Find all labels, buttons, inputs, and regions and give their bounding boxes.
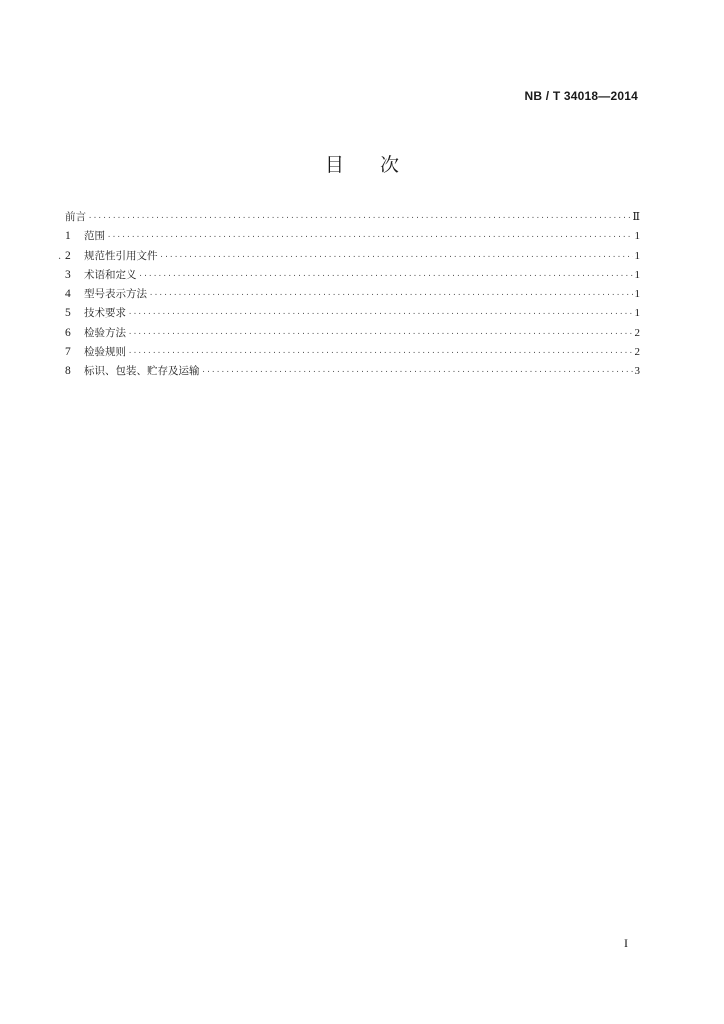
toc-entry-text: 前言	[65, 211, 86, 223]
toc-entry-page: 2	[634, 346, 640, 359]
toc-dot-leader	[88, 209, 631, 228]
page-title: 目次	[324, 154, 435, 176]
toc-entry-number: 7	[65, 346, 71, 359]
toc-dot-leader	[160, 248, 633, 267]
toc-entry-page: Ⅱ	[632, 211, 640, 223]
toc-entry-8[interactable]	[65, 362, 640, 381]
toc-entry-text: 范围	[84, 230, 105, 243]
toc-dot-leader	[139, 267, 633, 286]
toc-dot-leader	[107, 228, 633, 247]
toc-entry-foreword[interactable]	[65, 208, 640, 227]
table-of-contents	[65, 208, 640, 382]
toc-entry-text: 型号表示方法	[84, 288, 147, 301]
toc-entry-text: 检验规则	[84, 346, 126, 359]
toc-dot-leader	[128, 325, 633, 344]
toc-entry-2[interactable]	[65, 247, 640, 266]
toc-entry-5[interactable]	[65, 304, 640, 323]
toc-entry-number: 4	[65, 288, 71, 301]
toc-entry-4[interactable]	[65, 285, 640, 304]
toc-entry-page: 2	[634, 326, 640, 339]
toc-entry-number: 3	[65, 268, 71, 281]
toc-dot-leader	[202, 363, 633, 382]
toc-entry-page: 1	[634, 230, 640, 243]
toc-entry-page: 1	[634, 307, 640, 320]
toc-entry-number: 8	[65, 365, 71, 378]
toc-entry-number: 5	[65, 307, 71, 320]
toc-entry-page: 3	[634, 365, 640, 378]
toc-entry-text: 技术要求	[84, 307, 126, 320]
toc-entry-1[interactable]	[65, 227, 640, 246]
toc-entry-number: 6	[65, 326, 71, 339]
toc-entry-text: 术语和定义	[84, 268, 137, 281]
toc-entry-text: 规范性引用文件	[84, 249, 158, 262]
toc-entry-page: 1	[634, 288, 640, 301]
toc-entry-3[interactable]	[65, 266, 640, 285]
toc-entry-text: 标识、包装、贮存及运输	[84, 365, 200, 378]
page-number: I	[624, 936, 628, 950]
toc-dot-leader	[128, 305, 633, 324]
standard-code: NB / T 34018—2014	[524, 89, 638, 103]
toc-dot-leader	[128, 344, 633, 363]
toc-entry-number: 1	[65, 230, 71, 243]
toc-entry-7[interactable]	[65, 343, 640, 362]
toc-dot-leader	[149, 286, 633, 305]
toc-entry-number: 2	[65, 249, 71, 262]
toc-entry-page: 1	[634, 249, 640, 262]
toc-entry-text: 检验方法	[84, 326, 126, 339]
scan-mark: ·	[58, 254, 62, 265]
toc-entry-6[interactable]	[65, 324, 640, 343]
toc-entry-page: 1	[634, 268, 640, 281]
